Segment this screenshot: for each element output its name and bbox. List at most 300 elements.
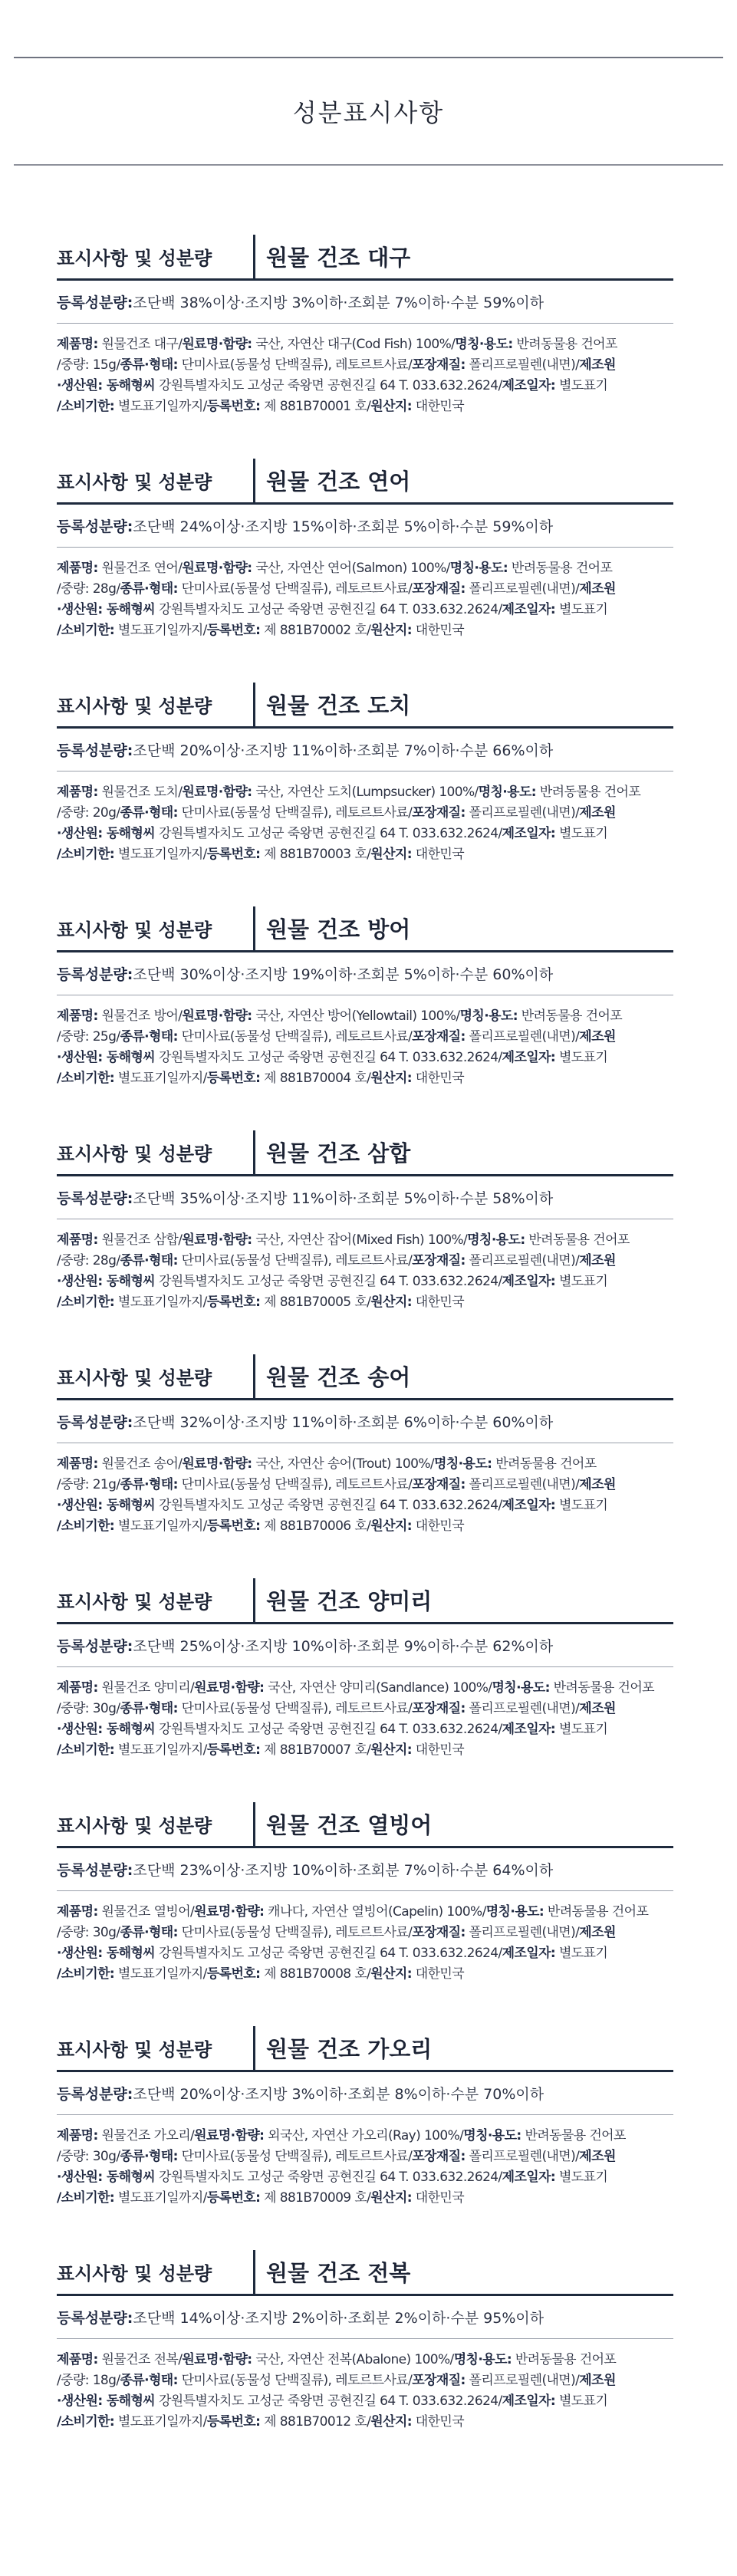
detail-key: 종류·형태: xyxy=(120,805,178,821)
product-details xyxy=(57,1667,673,1761)
detail-key: 명칭·용도: xyxy=(467,1232,525,1248)
detail-key: 제조일자: xyxy=(502,1274,556,1289)
section-header xyxy=(57,906,673,952)
product-label-section xyxy=(57,1354,673,1578)
detail-value: 단미사료(동물성 단백질류), 레토르트사료/ xyxy=(177,805,413,821)
detail-key: 제조일자: xyxy=(502,1050,556,1065)
detail-value: 반려동물용 건어포 xyxy=(508,561,613,576)
detail-line xyxy=(57,579,673,600)
registered-ingredients-value: 조단백 38%이상·조지방 3%이하·조회분 7%이하·수분 59%이하 xyxy=(133,294,545,311)
detail-value: /중량: 30g/ xyxy=(57,1925,120,1940)
detail-key: 제조일자: xyxy=(502,378,556,393)
product-name: 원물 건조 방어 xyxy=(266,916,411,943)
detail-key: 원산지: xyxy=(370,1742,412,1758)
detail-key: 포장재질: xyxy=(412,581,466,597)
detail-line xyxy=(57,1902,673,1923)
detail-key: ·생산원: 동해형씨 xyxy=(57,2393,156,2409)
detail-value: 폴리프로필렌(내면)/ xyxy=(465,1029,580,1045)
detail-line xyxy=(57,376,673,396)
detail-value: 반려동물용 건어포 xyxy=(521,2128,626,2143)
detail-key: 제조원 xyxy=(579,805,616,821)
detail-key: /소비기한: xyxy=(57,2414,115,2430)
detail-line xyxy=(57,1943,673,1964)
detail-value: 단미사료(동물성 단백질류), 레토르트사료/ xyxy=(177,1477,413,1492)
detail-key: 포장재질: xyxy=(412,2149,466,2164)
product-label-section xyxy=(57,459,673,683)
product-name: 원물 건조 도치 xyxy=(266,693,411,719)
header-divider xyxy=(253,2250,255,2295)
detail-value: 폴리프로필렌(내면)/ xyxy=(465,2373,580,2388)
detail-value: 별도표기일까지/ xyxy=(114,2414,207,2430)
detail-value: 대한민국 xyxy=(411,1966,465,1982)
detail-line xyxy=(57,1454,673,1475)
detail-value: 별도표기 xyxy=(555,826,608,841)
detail-value: 별도표기일까지/ xyxy=(114,1518,207,1534)
detail-line xyxy=(57,844,673,865)
detail-value: /중량: 15g/ xyxy=(57,357,120,373)
detail-key: 포장재질: xyxy=(412,1029,466,1045)
top-divider xyxy=(14,57,723,58)
detail-value: 별도표기 xyxy=(555,602,608,617)
detail-value: 강원특별자치도 고성군 죽왕면 공현진길 64 T. 033.632.2624/ xyxy=(155,2393,502,2409)
registered-ingredients-value: 조단백 25%이상·조지방 10%이하·조회분 9%이하·수분 62%이하 xyxy=(133,1638,554,1655)
detail-value: 원물건조 양미리/ xyxy=(97,1680,195,1696)
registered-ingredients-key: 등록성분량: xyxy=(57,1862,133,1879)
detail-value: 캐나다, 자연산 열빙어(Capelin) 100%/ xyxy=(264,1904,486,1920)
detail-key: 원료명·함량: xyxy=(182,1008,252,1024)
detail-value: /중량: 21g/ xyxy=(57,1477,120,1492)
registered-ingredients-row xyxy=(57,281,673,324)
registered-ingredients-key: 등록성분량: xyxy=(57,1638,133,1655)
detail-key: 명칭·용도: xyxy=(459,1008,518,1024)
detail-value: 별도표기 xyxy=(555,1274,608,1289)
detail-key: 등록번호: xyxy=(206,623,261,638)
detail-key: 제품명: xyxy=(57,785,98,800)
product-name: 원물 건조 가오리 xyxy=(266,2036,433,2062)
header-divider xyxy=(253,2026,255,2071)
detail-value: 폴리프로필렌(내면)/ xyxy=(465,1701,580,1716)
section-label: 표시사항 및 성분량 xyxy=(57,920,212,941)
detail-value: 원물건조 도치/ xyxy=(97,785,183,800)
detail-key: 원산지: xyxy=(370,847,412,862)
detail-key: /소비기한: xyxy=(57,1295,115,1310)
detail-key: 원산지: xyxy=(370,2190,412,2206)
product-name: 원물 건조 대구 xyxy=(266,245,411,271)
detail-key: 종류·형태: xyxy=(120,2149,178,2164)
detail-value: 단미사료(동물성 단백질류), 레토르트사료/ xyxy=(177,581,413,597)
detail-value: 별도표기 xyxy=(555,1946,608,1961)
section-header xyxy=(57,235,673,281)
detail-key: 명칭·용도: xyxy=(434,1456,492,1472)
detail-value: /중량: 18g/ xyxy=(57,2373,120,2388)
detail-value: 폴리프로필렌(내면)/ xyxy=(465,2149,580,2164)
header-divider xyxy=(253,906,255,951)
detail-value: 강원특별자치도 고성군 죽왕면 공현진길 64 T. 033.632.2624/ xyxy=(155,1722,502,1737)
detail-line xyxy=(57,1719,673,1740)
detail-value: 제 881B70007 호/ xyxy=(260,1742,371,1758)
detail-key: 제품명: xyxy=(57,337,98,352)
detail-key: 원료명·함량: xyxy=(182,785,252,800)
detail-key: ·생산원: 동해형씨 xyxy=(57,1722,156,1737)
detail-line xyxy=(57,1516,673,1537)
detail-key: 종류·형태: xyxy=(120,1925,178,1940)
detail-value: 별도표기일까지/ xyxy=(114,623,207,638)
product-label-section xyxy=(57,683,673,906)
detail-value: 국산, 자연산 전복(Abalone) 100%/ xyxy=(252,2352,454,2367)
product-name: 원물 건조 열빙어 xyxy=(266,1812,433,1838)
registered-ingredients-value: 조단백 24%이상·조지방 15%이하·조회분 5%이하·수분 59%이하 xyxy=(133,518,554,535)
detail-line xyxy=(57,1699,673,1719)
detail-key: 원산지: xyxy=(370,623,412,638)
detail-line xyxy=(57,1251,673,1272)
section-header xyxy=(57,2250,673,2296)
detail-value: 별도표기일까지/ xyxy=(114,847,207,862)
detail-key: 제조일자: xyxy=(502,2393,556,2409)
detail-key: 제조원 xyxy=(579,1253,616,1268)
product-label-section xyxy=(57,906,673,1130)
detail-key: 제조일자: xyxy=(502,1722,556,1737)
detail-value: /중량: 28g/ xyxy=(57,581,120,597)
detail-line xyxy=(57,1740,673,1761)
detail-value: 외국산, 자연산 가오리(Ray) 100%/ xyxy=(264,2128,464,2143)
detail-value: 국산, 자연산 연어(Salmon) 100%/ xyxy=(252,561,450,576)
detail-value: /중량: 30g/ xyxy=(57,2149,120,2164)
header-divider xyxy=(253,1354,255,1399)
detail-key: /소비기한: xyxy=(57,399,115,414)
detail-value: 제 881B70012 호/ xyxy=(260,2414,371,2430)
section-label: 표시사항 및 성분량 xyxy=(57,1591,212,1613)
detail-key: 명칭·용도: xyxy=(449,561,508,576)
product-label-section xyxy=(57,1130,673,1354)
detail-value: 대한민국 xyxy=(411,1742,465,1758)
detail-value: /중량: 20g/ xyxy=(57,805,120,821)
detail-key: /소비기한: xyxy=(57,1742,115,1758)
detail-line xyxy=(57,2370,673,2391)
detail-key: 원료명·함량: xyxy=(182,1456,252,1472)
detail-value: 제 881B70005 호/ xyxy=(260,1295,371,1310)
section-label: 표시사항 및 성분량 xyxy=(57,472,212,493)
detail-key: 종류·형태: xyxy=(120,581,178,597)
registered-ingredients-key: 등록성분량: xyxy=(57,966,133,983)
detail-key: ·생산원: 동해형씨 xyxy=(57,1050,156,1065)
registered-ingredients-row xyxy=(57,1848,673,1891)
registered-ingredients-key: 등록성분량: xyxy=(57,294,133,311)
detail-value: 강원특별자치도 고성군 죽왕면 공현진길 64 T. 033.632.2624/ xyxy=(155,1274,502,1289)
detail-key: ·생산원: 동해형씨 xyxy=(57,1274,156,1289)
registered-ingredients-row xyxy=(57,1624,673,1667)
detail-value: 대한민국 xyxy=(411,1295,465,1310)
detail-key: 포장재질: xyxy=(412,1477,466,1492)
detail-line xyxy=(57,1006,673,1027)
detail-key: 등록번호: xyxy=(206,399,261,414)
registered-ingredients-row xyxy=(57,2296,673,2339)
detail-key: /소비기한: xyxy=(57,847,115,862)
detail-value: 별도표기 xyxy=(555,1722,608,1737)
registered-ingredients-value: 조단백 23%이상·조지방 10%이하·조회분 7%이하·수분 64%이하 xyxy=(133,1862,554,1879)
detail-value: 강원특별자치도 고성군 죽왕면 공현진길 64 T. 033.632.2624/ xyxy=(155,1498,502,1513)
detail-key: 포장재질: xyxy=(412,1925,466,1940)
detail-key: 등록번호: xyxy=(206,1295,261,1310)
registered-ingredients-row xyxy=(57,1400,673,1443)
detail-key: 제품명: xyxy=(57,2352,98,2367)
product-details xyxy=(57,995,673,1089)
detail-value: 반려동물용 건어포 xyxy=(544,1904,649,1920)
detail-line xyxy=(57,2147,673,2167)
detail-value: 국산, 자연산 양미리(Sandlance) 100%/ xyxy=(264,1680,492,1696)
registered-ingredients-value: 조단백 20%이상·조지방 11%이하·조회분 7%이하·수분 66%이하 xyxy=(133,742,554,759)
detail-key: 종류·형태: xyxy=(120,2373,178,2388)
detail-value: 강원특별자치도 고성군 죽왕면 공현진길 64 T. 033.632.2624/ xyxy=(155,2170,502,2185)
detail-key: /소비기한: xyxy=(57,1966,115,1982)
product-label-section xyxy=(57,1802,673,2026)
registered-ingredients-row xyxy=(57,729,673,771)
detail-key: /소비기한: xyxy=(57,1071,115,1086)
detail-line xyxy=(57,2412,673,2433)
detail-value: 별도표기일까지/ xyxy=(114,1295,207,1310)
detail-key: ·생산원: 동해형씨 xyxy=(57,2170,156,2185)
detail-key: 등록번호: xyxy=(206,1518,261,1534)
detail-value: 원물건조 송어/ xyxy=(97,1456,183,1472)
detail-key: 원료명·함량: xyxy=(194,1680,265,1696)
detail-value: 폴리프로필렌(내면)/ xyxy=(465,357,580,373)
detail-line xyxy=(57,1923,673,1943)
detail-value: 국산, 자연산 송어(Trout) 100%/ xyxy=(252,1456,435,1472)
product-name: 원물 건조 삼합 xyxy=(266,1140,411,1166)
detail-key: 원산지: xyxy=(370,1518,412,1534)
detail-value: 제 881B70006 호/ xyxy=(260,1518,371,1534)
detail-key: 제조원 xyxy=(579,1701,616,1716)
title-divider xyxy=(14,164,723,166)
detail-value: 폴리프로필렌(내면)/ xyxy=(465,1925,580,1940)
detail-value: 반려동물용 건어포 xyxy=(525,1232,630,1248)
detail-value: 단미사료(동물성 단백질류), 레토르트사료/ xyxy=(177,1253,413,1268)
detail-value: 별도표기 xyxy=(555,2170,608,2185)
product-details xyxy=(57,2115,673,2209)
detail-key: 제조원 xyxy=(579,2373,616,2388)
detail-key: 원산지: xyxy=(370,2414,412,2430)
detail-value: 단미사료(동물성 단백질류), 레토르트사료/ xyxy=(177,2149,413,2164)
detail-key: 명칭·용도: xyxy=(463,2128,521,2143)
detail-value: /중량: 28g/ xyxy=(57,1253,120,1268)
detail-value: 반려동물용 건어포 xyxy=(536,785,641,800)
section-label: 표시사항 및 성분량 xyxy=(57,2263,212,2285)
registered-ingredients-key: 등록성분량: xyxy=(57,1414,133,1431)
detail-value: 반려동물용 건어포 xyxy=(492,1456,597,1472)
detail-value: 단미사료(동물성 단백질류), 레토르트사료/ xyxy=(177,1029,413,1045)
detail-line xyxy=(57,558,673,579)
detail-value: 대한민국 xyxy=(411,1518,465,1534)
detail-line xyxy=(57,600,673,620)
section-label: 표시사항 및 성분량 xyxy=(57,1815,212,1837)
section-label: 표시사항 및 성분량 xyxy=(57,1367,212,1389)
detail-value: 제 881B70004 호/ xyxy=(260,1071,371,1086)
detail-value: 제 881B70001 호/ xyxy=(260,399,371,414)
detail-key: ·생산원: 동해형씨 xyxy=(57,602,156,617)
header-divider xyxy=(253,1802,255,1847)
detail-key: 제조원 xyxy=(579,581,616,597)
detail-key: 제조원 xyxy=(579,1029,616,1045)
registered-ingredients-value: 조단백 30%이상·조지방 19%이하·조회분 5%이하·수분 60%이하 xyxy=(133,966,554,983)
detail-line xyxy=(57,355,673,376)
detail-key: 원료명·함량: xyxy=(182,2352,252,2367)
detail-value: 강원특별자치도 고성군 죽왕면 공현진길 64 T. 033.632.2624/ xyxy=(155,1050,502,1065)
detail-value: 대한민국 xyxy=(411,2190,465,2206)
detail-key: 종류·형태: xyxy=(120,1253,178,1268)
registered-ingredients-row xyxy=(57,2072,673,2115)
registered-ingredients-value: 조단백 32%이상·조지방 11%이하·조회분 6%이하·수분 60%이하 xyxy=(133,1414,554,1431)
detail-key: 포장재질: xyxy=(412,2373,466,2388)
detail-key: 명칭·용도: xyxy=(492,1680,550,1696)
detail-line xyxy=(57,396,673,417)
detail-value: 별도표기 xyxy=(555,2393,608,2409)
detail-value: 별도표기일까지/ xyxy=(114,1966,207,1982)
product-name: 원물 건조 양미리 xyxy=(266,1588,433,1614)
detail-key: 종류·형태: xyxy=(120,1701,178,1716)
header-divider xyxy=(253,459,255,503)
detail-value: 단미사료(동물성 단백질류), 레토르트사료/ xyxy=(177,357,413,373)
detail-line xyxy=(57,1475,673,1495)
registered-ingredients-key: 등록성분량: xyxy=(57,1190,133,1207)
product-name: 원물 건조 송어 xyxy=(266,1364,411,1390)
detail-key: 포장재질: xyxy=(412,1701,466,1716)
detail-key: 등록번호: xyxy=(206,1966,261,1982)
detail-key: 원료명·함량: xyxy=(194,1904,265,1920)
detail-value: 별도표기일까지/ xyxy=(114,399,207,414)
detail-key: 제품명: xyxy=(57,1680,98,1696)
detail-key: 종류·형태: xyxy=(120,1029,178,1045)
product-details xyxy=(57,324,673,417)
detail-key: 포장재질: xyxy=(412,357,466,373)
section-header xyxy=(57,1802,673,1848)
detail-line xyxy=(57,1292,673,1313)
detail-value: 원물건조 열빙어/ xyxy=(97,1904,195,1920)
detail-key: ·생산원: 동해형씨 xyxy=(57,378,156,393)
detail-value: 별도표기일까지/ xyxy=(114,1071,207,1086)
product-details xyxy=(57,771,673,865)
detail-line xyxy=(57,2126,673,2147)
detail-key: 제조원 xyxy=(579,2149,616,2164)
detail-value: 폴리프로필렌(내면)/ xyxy=(465,581,580,597)
detail-line xyxy=(57,1678,673,1699)
product-name: 원물 건조 연어 xyxy=(266,469,411,495)
detail-value: 반려동물용 건어포 xyxy=(517,1008,623,1024)
section-header xyxy=(57,1354,673,1400)
product-details xyxy=(57,1891,673,1985)
section-header xyxy=(57,683,673,729)
detail-key: 제조일자: xyxy=(502,1498,556,1513)
detail-key: 원산지: xyxy=(370,1295,412,1310)
detail-value: 국산, 자연산 방어(Yellowtail) 100%/ xyxy=(252,1008,460,1024)
detail-key: 제품명: xyxy=(57,2128,98,2143)
detail-value: 강원특별자치도 고성군 죽왕면 공현진길 64 T. 033.632.2624/ xyxy=(155,602,502,617)
detail-key: 제조일자: xyxy=(502,826,556,841)
detail-value: 원물건조 대구/ xyxy=(97,337,183,352)
detail-value: 제 881B70003 호/ xyxy=(260,847,371,862)
detail-key: /소비기한: xyxy=(57,623,115,638)
detail-key: 제조일자: xyxy=(502,1946,556,1961)
detail-line xyxy=(57,620,673,641)
detail-value: 강원특별자치도 고성군 죽왕면 공현진길 64 T. 033.632.2624/ xyxy=(155,826,502,841)
registered-ingredients-row xyxy=(57,952,673,995)
detail-line xyxy=(57,1495,673,1516)
detail-value: 국산, 자연산 대구(Cod Fish) 100%/ xyxy=(252,337,456,352)
product-label-section xyxy=(57,1578,673,1802)
section-label: 표시사항 및 성분량 xyxy=(57,248,212,269)
page-title: 성분표시사항 xyxy=(292,98,445,127)
detail-key: ·생산원: 동해형씨 xyxy=(57,826,156,841)
detail-value: 국산, 자연산 도치(Lumpsucker) 100%/ xyxy=(252,785,479,800)
detail-key: 등록번호: xyxy=(206,847,261,862)
registered-ingredients-key: 등록성분량: xyxy=(57,742,133,759)
label-sections xyxy=(57,235,673,2474)
section-label: 표시사항 및 성분량 xyxy=(57,1143,212,1165)
registered-ingredients-value: 조단백 35%이상·조지방 11%이하·조회분 5%이하·수분 58%이하 xyxy=(133,1190,554,1207)
product-details xyxy=(57,548,673,641)
detail-line xyxy=(57,334,673,355)
detail-key: 명칭·용도: xyxy=(485,1904,545,1920)
detail-key: 제조원 xyxy=(579,1925,616,1940)
product-name: 원물 건조 전복 xyxy=(266,2260,411,2286)
detail-key: 제품명: xyxy=(57,1456,98,1472)
detail-value: 제 881B70008 호/ xyxy=(260,1966,371,1982)
detail-key: 원산지: xyxy=(370,1966,412,1982)
header-divider xyxy=(253,1578,255,1623)
product-details xyxy=(57,1443,673,1537)
detail-value: 폴리프로필렌(내면)/ xyxy=(465,805,580,821)
detail-value: /중량: 30g/ xyxy=(57,1701,120,1716)
detail-value: 강원특별자치도 고성군 죽왕면 공현진길 64 T. 033.632.2624/ xyxy=(155,1946,502,1961)
detail-key: 제품명: xyxy=(57,1904,98,1920)
registered-ingredients-row xyxy=(57,1176,673,1219)
detail-line xyxy=(57,2350,673,2370)
detail-key: 명칭·용도: xyxy=(455,337,513,352)
detail-value: 대한민국 xyxy=(411,623,465,638)
detail-value: 단미사료(동물성 단백질류), 레토르트사료/ xyxy=(177,1701,413,1716)
detail-value: 원물건조 방어/ xyxy=(97,1008,183,1024)
registered-ingredients-value: 조단백 14%이상·조지방 2%이하·조회분 2%이하·수분 95%이하 xyxy=(133,2310,545,2327)
detail-value: 폴리프로필렌(내면)/ xyxy=(465,1253,580,1268)
registered-ingredients-key: 등록성분량: xyxy=(57,2086,133,2103)
detail-line xyxy=(57,2188,673,2209)
section-header xyxy=(57,2026,673,2072)
detail-value: 대한민국 xyxy=(411,399,465,414)
detail-line xyxy=(57,782,673,803)
detail-key: 종류·형태: xyxy=(120,1477,178,1492)
detail-value: 단미사료(동물성 단백질류), 레토르트사료/ xyxy=(177,1925,413,1940)
registered-ingredients-row xyxy=(57,505,673,548)
product-label-section xyxy=(57,2026,673,2250)
detail-key: ·생산원: 동해형씨 xyxy=(57,1498,156,1513)
detail-value: 제 881B70002 호/ xyxy=(260,623,371,638)
detail-key: 제조일자: xyxy=(502,2170,556,2185)
detail-value: 별도표기 xyxy=(555,1498,608,1513)
detail-key: 원료명·함량: xyxy=(182,337,252,352)
detail-line xyxy=(57,1230,673,1251)
detail-value: 폴리프로필렌(내면)/ xyxy=(465,1477,580,1492)
detail-line xyxy=(57,1068,673,1089)
detail-key: 제품명: xyxy=(57,561,98,576)
registered-ingredients-key: 등록성분량: xyxy=(57,2310,133,2327)
detail-line xyxy=(57,2167,673,2188)
section-label: 표시사항 및 성분량 xyxy=(57,696,212,717)
detail-line xyxy=(57,1048,673,1068)
detail-line xyxy=(57,2391,673,2412)
detail-value: 원물건조 가오리/ xyxy=(97,2128,195,2143)
detail-key: 원산지: xyxy=(370,1071,412,1086)
detail-value: 반려동물용 건어포 xyxy=(512,337,617,352)
section-header xyxy=(57,459,673,505)
detail-value: 단미사료(동물성 단백질류), 레토르트사료/ xyxy=(177,2373,413,2388)
